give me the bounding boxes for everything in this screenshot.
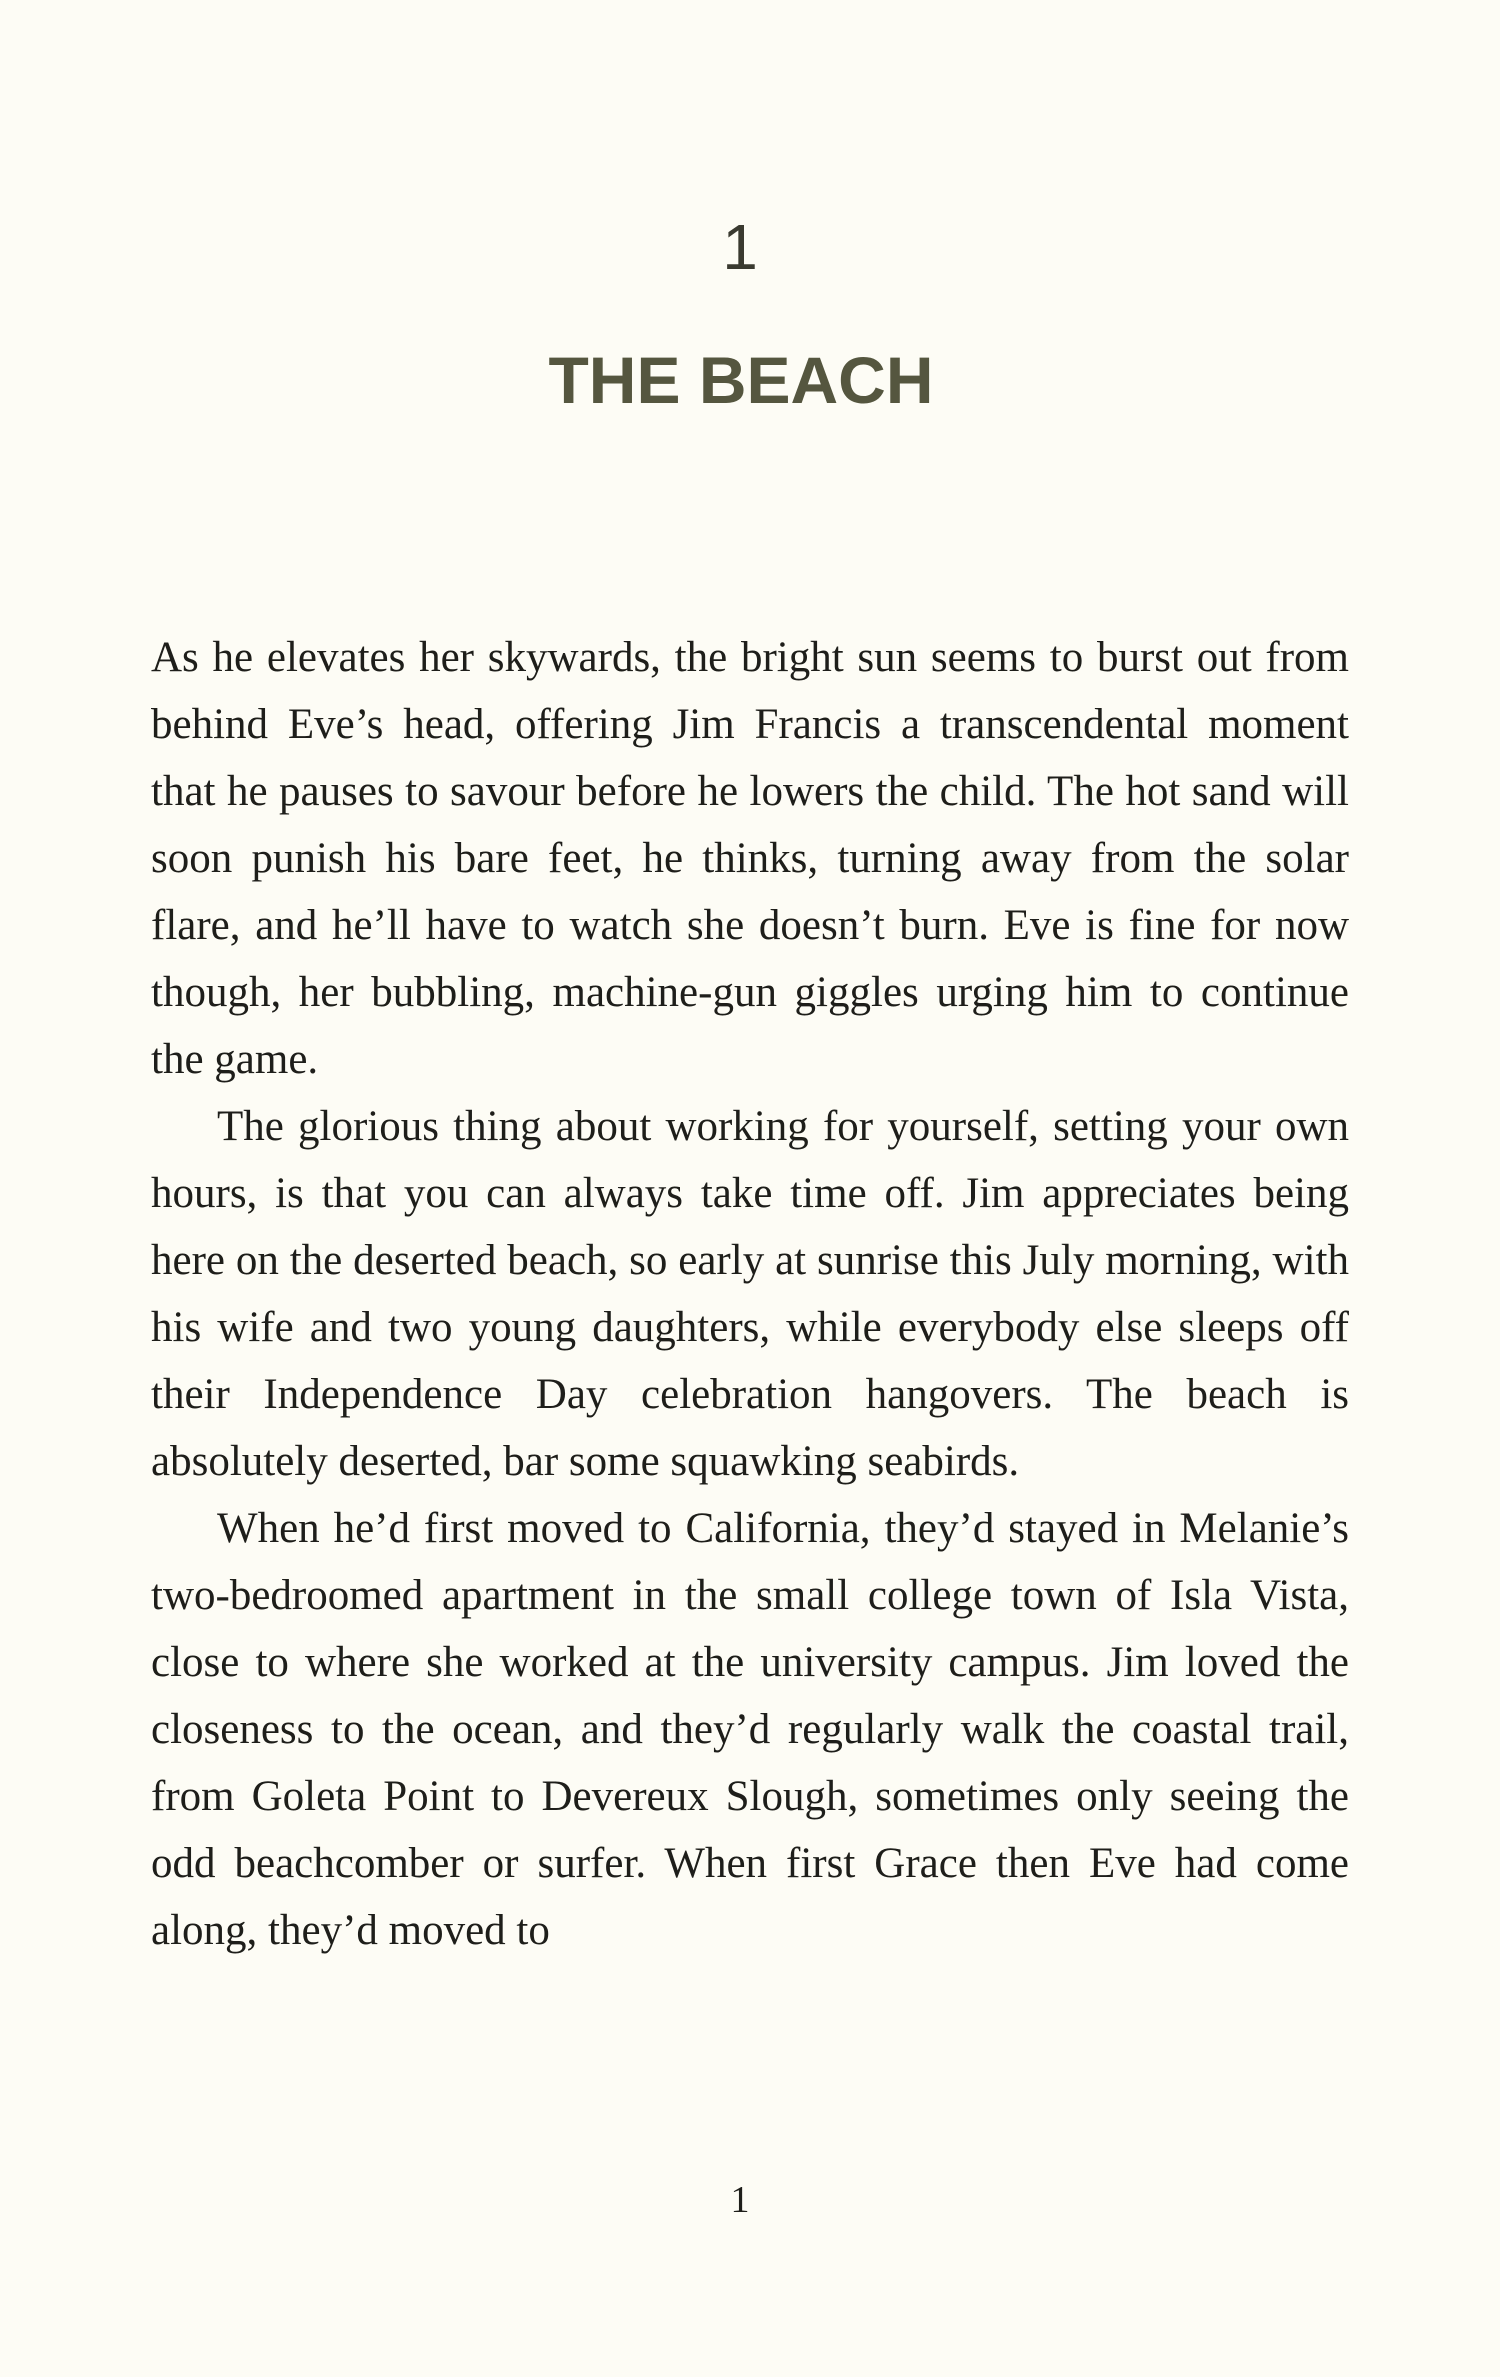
chapter-title: THE BEACH (548, 343, 934, 417)
paragraph-3: When he’d first moved to California, they’d stayed in Melanie’s two-bedroomed apartment in the small college town of Isla Vista, close to where she worked at the university campus. Jim loved the closeness to the ocean, and they’d regularly walk the coastal trail, from Goleta Point to Devereux Slough, sometimes only seeing the odd beachcomber or surfer. When first Grace then Eve had come along, they’d moved to (151, 1505, 1349, 1954)
chapter-body (151, 624, 1349, 1964)
chapter-number: 1 (722, 211, 758, 283)
page-number: 1 (730, 2179, 750, 2221)
paragraph-1: As he elevates her skywards, the bright sun seems to burst out from behind Eve’s head, offering Jim Francis a transcendental moment that he pauses to savour before he lowers the child. The hot sand will soon punish his bare feet, he thinks, turning away from the solar flare, and he’ll have to watch she doesn’t burn. Eve is fine for now though, her bubbling, machine-gun giggles urging him to continue the game. (151, 634, 1349, 1083)
paragraph-2: The glorious thing about working for yourself, setting your own hours, is that you can always take time off. Jim appreciates being here on the deserted beach, so early at sunrise this July morning, with his wife and two young daughters, while everybody else sleeps off their Independence Day celebration hangovers. The beach is absolutely deserted, bar some squawking seabirds. (151, 1103, 1349, 1485)
